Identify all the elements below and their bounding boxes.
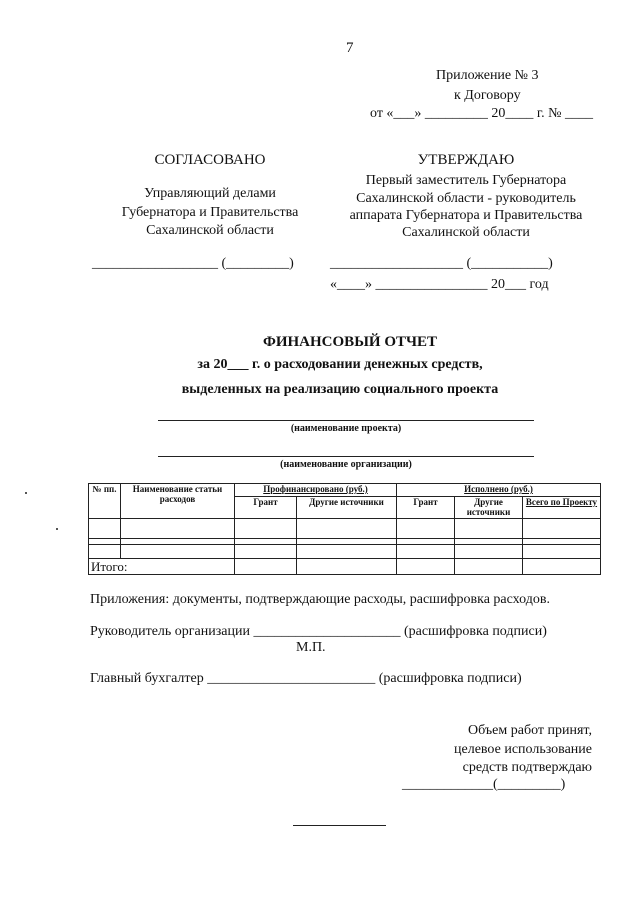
table-cell bbox=[235, 519, 297, 539]
table-cell bbox=[121, 519, 235, 539]
header-executed-total: Всего по Проекту bbox=[523, 497, 601, 519]
table-row bbox=[89, 519, 601, 539]
table-cell bbox=[523, 519, 601, 539]
table-cell bbox=[397, 519, 455, 539]
appendix-line-2: к Договору bbox=[454, 88, 521, 103]
attachments-note: Приложения: документы, подтверждающие расходы, расшифровка расходов. bbox=[90, 592, 550, 607]
approve-heading: УТВЕРЖДАЮ bbox=[417, 152, 515, 168]
acceptance-signature: _____________(_________) bbox=[402, 777, 566, 792]
agreed-heading: СОГЛАСОВАНО bbox=[154, 152, 266, 168]
table-cell bbox=[297, 519, 397, 539]
table-cell bbox=[397, 559, 455, 575]
agreed-line-3: Сахалинской области bbox=[146, 223, 274, 238]
appendix-line-3: от «___» _________ 20____ г. № ____ bbox=[370, 106, 593, 121]
approve-line-3: аппарата Губернатора и Правительства bbox=[349, 208, 583, 223]
table-cell bbox=[297, 559, 397, 575]
scan-mark bbox=[25, 492, 27, 494]
organization-caption: (наименование организации) bbox=[280, 459, 412, 470]
table-cell bbox=[455, 545, 523, 559]
header-financed-other: Другие источники bbox=[297, 497, 397, 519]
agreed-line-1: Управляющий делами bbox=[144, 186, 276, 201]
accountant-signature-line: Главный бухгалтер ________________________ (расшифровка подписи) bbox=[90, 671, 522, 686]
footer-divider bbox=[293, 825, 386, 826]
table-cell bbox=[455, 519, 523, 539]
page-number: 7 bbox=[346, 40, 354, 56]
header-executed: Исполнено (руб.) bbox=[397, 484, 601, 497]
table-row bbox=[89, 545, 601, 559]
approve-signature: ___________________ (___________) bbox=[330, 256, 553, 271]
report-subtitle-2: выделенных на реализацию социального проекта bbox=[181, 382, 499, 397]
organization-name-line bbox=[158, 456, 534, 457]
financial-table bbox=[88, 483, 601, 575]
project-name-line bbox=[158, 420, 534, 421]
approve-line-4: Сахалинской области bbox=[402, 225, 530, 240]
table-cell bbox=[235, 559, 297, 575]
agreed-line-2: Губернатора и Правительства bbox=[121, 205, 299, 220]
table-cell bbox=[523, 559, 601, 575]
table-cell bbox=[235, 545, 297, 559]
header-executed-grant: Грант bbox=[397, 497, 455, 519]
report-subtitle-1: за 20___ г. о расходовании денежных средств, bbox=[197, 357, 483, 372]
agreed-signature: __________________ (_________) bbox=[92, 256, 294, 271]
appendix-line-1: Приложение № 3 bbox=[436, 68, 539, 83]
header-executed-other: Другие источники bbox=[455, 497, 523, 519]
total-label: Итого: bbox=[89, 559, 235, 575]
table-cell bbox=[297, 545, 397, 559]
table-cell bbox=[121, 545, 235, 559]
report-title: ФИНАНСОВЫЙ ОТЧЕТ bbox=[262, 334, 438, 350]
approve-date: «____» ________________ 20___ год bbox=[330, 277, 549, 292]
header-expense-item: Наименование статьи расходов bbox=[121, 484, 235, 519]
project-caption: (наименование проекта) bbox=[290, 423, 402, 434]
header-number: № пп. bbox=[89, 484, 121, 519]
acceptance-line-3: средств подтверждаю bbox=[462, 760, 592, 775]
approve-line-1: Первый заместитель Губернатора bbox=[365, 173, 567, 188]
acceptance-line-2: целевое использование bbox=[454, 742, 592, 757]
director-signature-line: Руководитель организации _____________________ (расшифровка подписи) bbox=[90, 624, 547, 639]
table-cell bbox=[397, 545, 455, 559]
header-financed-grant: Грант bbox=[235, 497, 297, 519]
table-cell bbox=[89, 545, 121, 559]
table-cell bbox=[523, 545, 601, 559]
scan-mark bbox=[56, 528, 58, 530]
header-financed: Профинансировано (руб.) bbox=[235, 484, 397, 497]
table-cell bbox=[455, 559, 523, 575]
approve-line-2: Сахалинской области - руководитель bbox=[356, 191, 576, 206]
table-cell bbox=[89, 519, 121, 539]
table-total-row bbox=[89, 559, 601, 575]
acceptance-line-1: Объем работ принят, bbox=[468, 723, 592, 738]
stamp-label: М.П. bbox=[296, 640, 326, 655]
